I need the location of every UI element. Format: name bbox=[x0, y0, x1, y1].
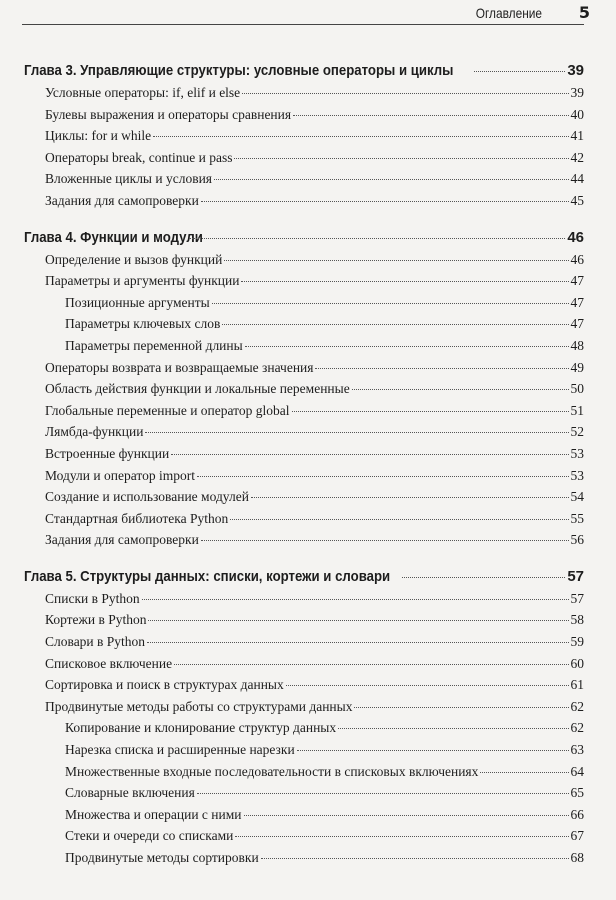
entry-title: Списки в Python bbox=[45, 590, 140, 606]
toc-entry bbox=[24, 634, 584, 656]
dot-leader bbox=[352, 389, 569, 390]
toc-entry bbox=[24, 403, 584, 425]
entry-title: Параметры переменной длины bbox=[65, 337, 243, 353]
toc-entry bbox=[24, 381, 584, 403]
entry-title: Нарезка списка и расширенные нарезки bbox=[65, 742, 295, 758]
entry-title: Параметры и аргументы функции bbox=[45, 273, 240, 289]
entry-title: Копирование и клонирование структур данных bbox=[65, 720, 337, 736]
dot-leader bbox=[245, 346, 569, 347]
page-number: 5 bbox=[578, 3, 590, 22]
entry-page: 66 bbox=[570, 806, 584, 822]
entry-page: 64 bbox=[570, 763, 584, 779]
entry-page: 67 bbox=[570, 828, 584, 844]
toc-entry bbox=[24, 360, 584, 382]
toc-entry bbox=[24, 489, 584, 511]
toc-entry bbox=[24, 252, 584, 274]
dot-leader bbox=[148, 620, 568, 621]
entry-page: 47 bbox=[570, 316, 584, 332]
dot-leader bbox=[241, 281, 568, 282]
toc-entry bbox=[24, 150, 584, 172]
entry-title: Задания для самопроверки bbox=[45, 532, 199, 548]
entry-title: Сортировка и поиск в структурах данных bbox=[45, 677, 284, 693]
table-of-contents bbox=[24, 62, 584, 872]
toc-subentry bbox=[24, 295, 584, 317]
toc-subentry bbox=[24, 316, 584, 338]
dot-leader bbox=[402, 577, 565, 578]
entry-title: Кортежи в Python bbox=[45, 612, 147, 628]
dot-leader bbox=[214, 179, 568, 180]
entry-page: 48 bbox=[570, 337, 584, 353]
entry-title: Глобальные переменные и оператор global bbox=[45, 402, 290, 418]
entry-page: 58 bbox=[570, 612, 584, 628]
dot-leader bbox=[354, 707, 568, 708]
toc-entry bbox=[24, 128, 584, 150]
chapter-heading bbox=[24, 62, 584, 85]
entry-page: 45 bbox=[570, 192, 584, 208]
dot-leader bbox=[235, 836, 568, 837]
toc-entry bbox=[24, 591, 584, 613]
entry-page: 39 bbox=[567, 62, 584, 79]
entry-title: Множественные входные последовательности в списковых включениях bbox=[65, 763, 479, 779]
entry-page: 52 bbox=[570, 424, 584, 440]
toc-subentry bbox=[24, 742, 584, 764]
dot-leader bbox=[286, 685, 569, 686]
entry-page: 40 bbox=[570, 106, 584, 122]
dot-leader bbox=[338, 728, 568, 729]
dot-leader bbox=[153, 136, 568, 137]
toc-subentry bbox=[24, 720, 584, 742]
entry-title: Определение и вызов функций bbox=[45, 251, 223, 267]
toc-entry bbox=[24, 273, 584, 295]
entry-title: Глава 5. Структуры данных: списки, кортежи и словари bbox=[24, 567, 391, 585]
header-rule bbox=[22, 24, 584, 25]
dot-leader bbox=[293, 115, 568, 116]
entry-title: Глава 3. Управляющие структуры: условные операторы и циклы bbox=[24, 62, 454, 79]
dot-leader bbox=[197, 476, 569, 477]
entry-page: 65 bbox=[570, 785, 584, 801]
toc-entry bbox=[24, 193, 584, 215]
toc-entry bbox=[24, 468, 584, 490]
entry-title: Стеки и очереди со списками bbox=[65, 828, 234, 844]
entry-title: Встроенные функции bbox=[45, 445, 170, 461]
entry-title: Булевы выражения и операторы сравнения bbox=[45, 106, 292, 122]
entry-page: 68 bbox=[570, 850, 584, 865]
entry-page: 47 bbox=[570, 294, 584, 310]
toc-subentry bbox=[24, 850, 584, 872]
entry-title: Условные операторы: if, elif и else bbox=[45, 85, 241, 100]
entry-title: Операторы возврата и возвращаемые значения bbox=[45, 359, 314, 375]
entry-page: 44 bbox=[570, 171, 584, 187]
entry-title: Глава 4. Функции и модули bbox=[24, 228, 203, 246]
running-header-title: Оглавление bbox=[475, 5, 542, 21]
entry-page: 57 bbox=[567, 567, 584, 585]
entry-page: 54 bbox=[570, 489, 584, 505]
toc-entry bbox=[24, 532, 584, 554]
dot-leader bbox=[234, 158, 568, 159]
toc-entry bbox=[24, 656, 584, 678]
toc-subentry bbox=[24, 338, 584, 360]
dot-leader bbox=[315, 368, 568, 369]
entry-title: Стандартная библиотека Python bbox=[45, 510, 229, 526]
entry-page: 61 bbox=[570, 677, 584, 693]
dot-leader bbox=[480, 772, 568, 773]
dot-leader bbox=[222, 324, 568, 325]
entry-title: Модули и оператор import bbox=[45, 467, 195, 483]
entry-title: Позиционные аргументы bbox=[65, 294, 210, 310]
dot-leader bbox=[201, 201, 569, 202]
chapter-heading bbox=[24, 229, 584, 252]
entry-page: 55 bbox=[570, 510, 584, 526]
toc-entry bbox=[24, 85, 584, 107]
entry-page: 53 bbox=[570, 467, 584, 483]
dot-leader bbox=[197, 793, 569, 794]
entry-title: Циклы: for и while bbox=[45, 128, 152, 144]
entry-title: Списковое включение bbox=[45, 655, 173, 671]
entry-page: 46 bbox=[570, 251, 584, 267]
dot-leader bbox=[145, 432, 568, 433]
entry-page: 49 bbox=[570, 359, 584, 375]
entry-page: 47 bbox=[570, 273, 584, 289]
dot-leader bbox=[174, 664, 568, 665]
entry-title: Операторы break, continue и pass bbox=[45, 149, 233, 165]
dot-leader bbox=[224, 260, 568, 261]
dot-leader bbox=[251, 497, 569, 498]
entry-page: 63 bbox=[570, 742, 584, 758]
toc-entry bbox=[24, 677, 584, 699]
dot-leader bbox=[292, 411, 569, 412]
dot-leader bbox=[242, 93, 568, 94]
entry-page: 62 bbox=[570, 720, 584, 736]
entry-title: Продвинутые методы сортировки bbox=[65, 850, 259, 865]
dot-leader bbox=[230, 519, 568, 520]
toc-subentry bbox=[24, 785, 584, 807]
chapter-heading bbox=[24, 568, 584, 591]
entry-page: 57 bbox=[570, 590, 584, 606]
dot-leader bbox=[171, 454, 568, 455]
entry-title: Множества и операции с ними bbox=[65, 806, 242, 822]
dot-leader bbox=[212, 303, 569, 304]
entry-title: Лямбда-функции bbox=[45, 424, 144, 440]
entry-page: 50 bbox=[570, 381, 584, 397]
toc-entry bbox=[24, 446, 584, 468]
entry-page: 39 bbox=[570, 85, 584, 100]
dot-leader bbox=[474, 71, 565, 72]
entry-title: Область действия функции и локальные переменные bbox=[45, 381, 350, 397]
entry-page: 42 bbox=[570, 149, 584, 165]
toc-entry bbox=[24, 511, 584, 533]
entry-page: 56 bbox=[570, 532, 584, 548]
toc-subentry bbox=[24, 828, 584, 850]
toc-subentry bbox=[24, 764, 584, 786]
entry-title: Вложенные циклы и условия bbox=[45, 171, 213, 187]
running-header bbox=[0, 4, 616, 24]
dot-leader bbox=[147, 642, 568, 643]
dot-leader bbox=[142, 599, 569, 600]
dot-leader bbox=[201, 540, 569, 541]
entry-page: 41 bbox=[570, 128, 584, 144]
entry-title: Параметры ключевых слов bbox=[65, 316, 221, 332]
entry-title: Создание и использование модулей bbox=[45, 489, 249, 505]
toc-subentry bbox=[24, 807, 584, 829]
entry-page: 62 bbox=[570, 698, 584, 714]
dot-leader bbox=[297, 750, 569, 751]
entry-title: Задания для самопроверки bbox=[45, 192, 199, 208]
entry-title: Словари в Python bbox=[45, 634, 146, 650]
dot-leader bbox=[189, 238, 565, 239]
entry-page: 46 bbox=[567, 228, 584, 246]
entry-page: 53 bbox=[570, 445, 584, 461]
toc-entry bbox=[24, 424, 584, 446]
entry-page: 51 bbox=[570, 402, 584, 418]
entry-title: Словарные включения bbox=[65, 785, 195, 801]
dot-leader bbox=[261, 858, 569, 859]
toc-entry bbox=[24, 612, 584, 634]
toc-entry bbox=[24, 171, 584, 193]
entry-page: 60 bbox=[570, 655, 584, 671]
toc-entry bbox=[24, 107, 584, 129]
entry-page: 59 bbox=[570, 634, 584, 650]
toc-entry bbox=[24, 699, 584, 721]
entry-title: Продвинутые методы работы со структурами данных bbox=[45, 698, 353, 714]
dot-leader bbox=[244, 815, 569, 816]
